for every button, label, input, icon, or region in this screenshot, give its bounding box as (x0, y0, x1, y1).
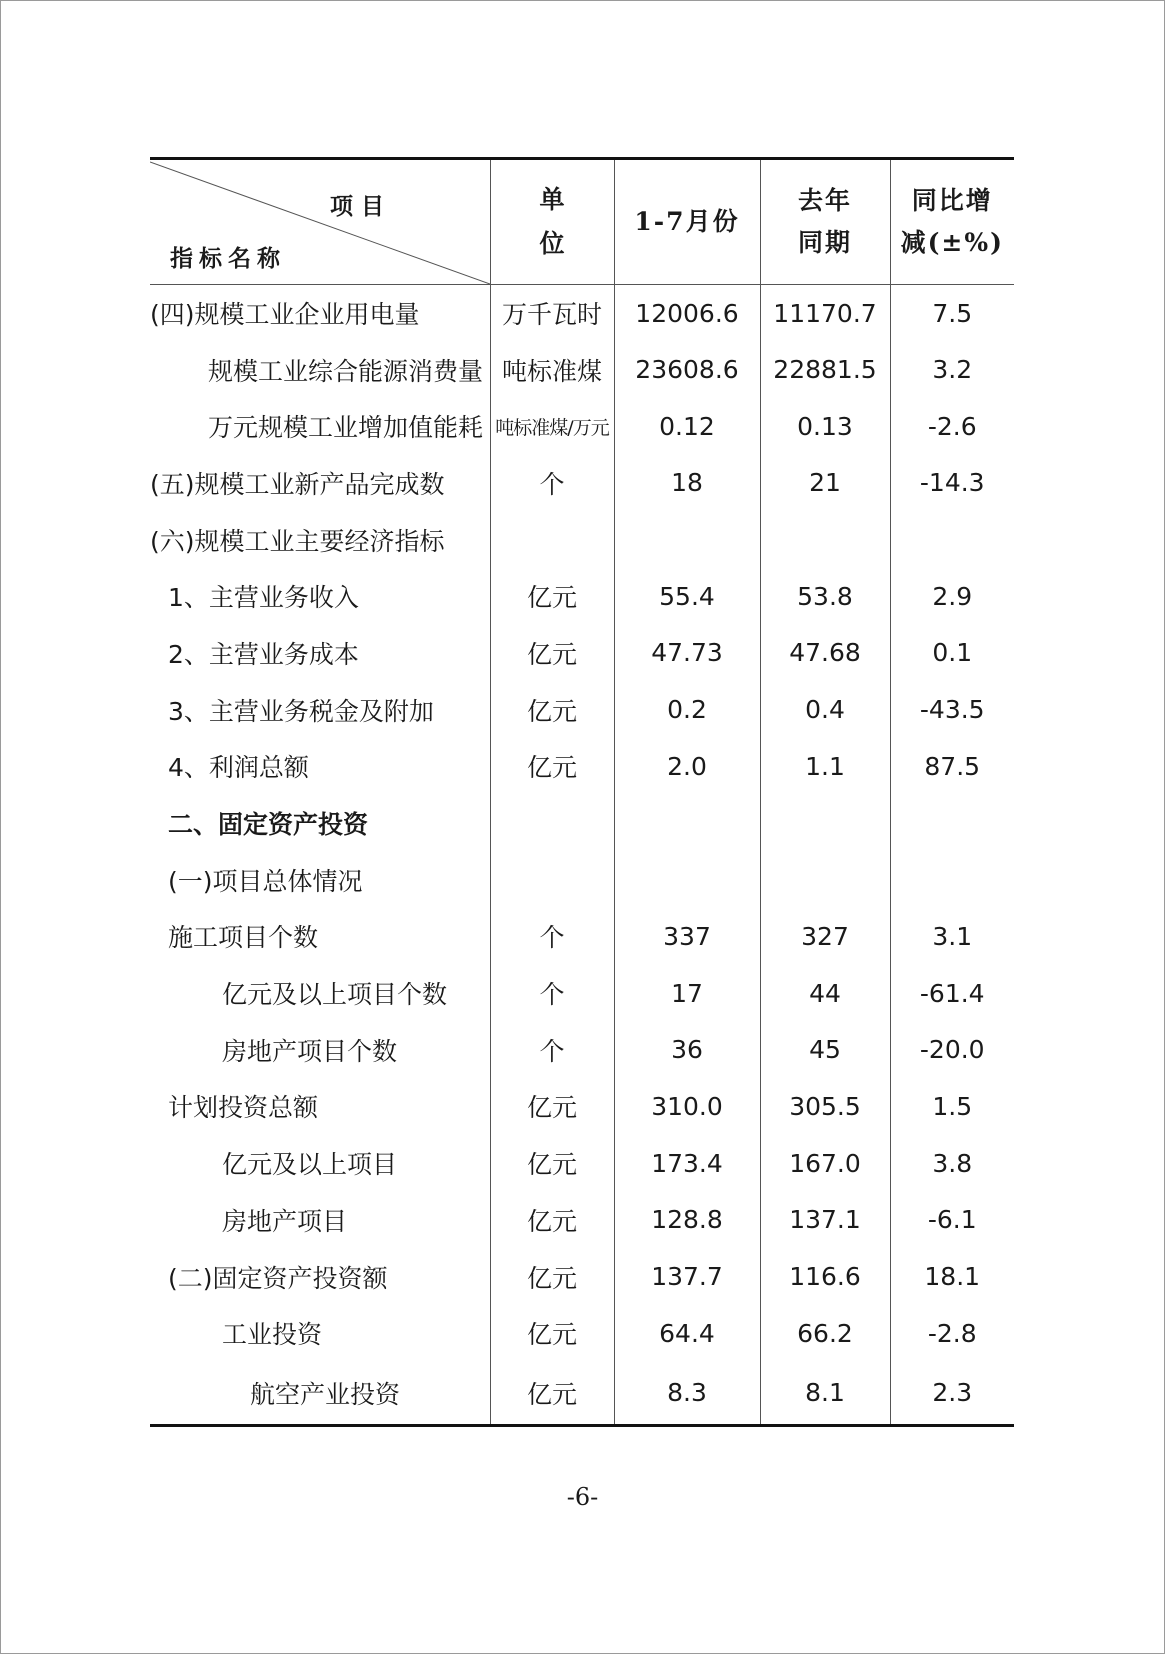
row-current: 137.7 (614, 1248, 760, 1305)
table-row (150, 1305, 1014, 1362)
row-current (614, 795, 760, 852)
table-row (150, 1135, 1014, 1192)
row-current: 310.0 (614, 1078, 760, 1135)
row-current: 36 (614, 1021, 760, 1078)
row-change: -61.4 (890, 965, 1014, 1022)
row-change: -43.5 (890, 681, 1014, 738)
row-unit: 万千瓦时 (490, 285, 614, 342)
header-unit (490, 159, 614, 285)
table-row (150, 625, 1014, 682)
row-name: 亿元及以上项目 (222, 1150, 398, 1180)
table-row (150, 795, 1014, 852)
row-current (614, 851, 760, 908)
row-last-year: 47.68 (760, 625, 890, 682)
header-change-line1: 同比增 (911, 186, 993, 215)
row-change: 2.3 (890, 1362, 1014, 1426)
row-change: -20.0 (890, 1021, 1014, 1078)
row-last-year (760, 511, 890, 568)
row-current: 47.73 (614, 625, 760, 682)
row-unit: 亿元 (490, 1305, 614, 1362)
row-unit: 亿元 (490, 568, 614, 625)
row-change (890, 795, 1014, 852)
header-change (890, 159, 1014, 285)
table-row (150, 908, 1014, 965)
table-row (150, 1248, 1014, 1305)
row-last-year: 167.0 (760, 1135, 890, 1192)
row-name: (一)项目总体情况 (168, 866, 363, 896)
row-last-year: 45 (760, 1021, 890, 1078)
row-last-year: 327 (760, 908, 890, 965)
row-change: -2.8 (890, 1305, 1014, 1362)
row-current: 64.4 (614, 1305, 760, 1362)
header-last-year-line2: 同期 (797, 228, 852, 257)
row-name: 2、主营业务成本 (168, 639, 359, 669)
row-name: (二)固定资产投资额 (168, 1263, 388, 1293)
row-current: 337 (614, 908, 760, 965)
row-unit: 个 (490, 455, 614, 512)
row-change: 3.2 (890, 341, 1014, 398)
header-last-year (760, 159, 890, 285)
row-name: 计划投资总额 (168, 1093, 319, 1123)
row-unit: 亿元 (490, 738, 614, 795)
table-row (150, 1362, 1014, 1426)
row-unit (490, 511, 614, 568)
row-current: 173.4 (614, 1135, 760, 1192)
row-current: 17 (614, 965, 760, 1022)
row-last-year: 53.8 (760, 568, 890, 625)
row-last-year: 44 (760, 965, 890, 1022)
row-unit: 吨标准煤 (490, 341, 614, 398)
row-current: 128.8 (614, 1192, 760, 1249)
header-change-line2: 减(±%) (900, 228, 1004, 257)
table-row (150, 1078, 1014, 1135)
row-current (614, 511, 760, 568)
section-title: 二、固定资产投资 (168, 810, 369, 840)
row-unit: 亿元 (490, 1192, 614, 1249)
row-current: 8.3 (614, 1362, 760, 1426)
table-row (150, 681, 1014, 738)
table-row (150, 851, 1014, 908)
row-current: 18 (614, 455, 760, 512)
row-name: 房地产项目个数 (222, 1036, 398, 1066)
row-change: 87.5 (890, 738, 1014, 795)
page-number: -6- (566, 1483, 599, 1511)
row-last-year: 0.13 (760, 398, 890, 455)
row-unit (490, 795, 614, 852)
row-change: 18.1 (890, 1248, 1014, 1305)
header-item-label: 项目 (330, 193, 392, 220)
table-row (150, 738, 1014, 795)
corner-header-cell (150, 159, 490, 285)
row-last-year: 21 (760, 455, 890, 512)
row-current: 2.0 (614, 738, 760, 795)
table-row (150, 455, 1014, 512)
row-name: 1、主营业务收入 (168, 583, 359, 613)
table-row (150, 511, 1014, 568)
row-name: 航空产业投资 (150, 1362, 490, 1426)
row-last-year: 11170.7 (760, 285, 890, 342)
header-period (614, 159, 760, 285)
row-unit: 个 (490, 1021, 614, 1078)
table-row (150, 1021, 1014, 1078)
row-change: -6.1 (890, 1192, 1014, 1249)
row-last-year: 0.4 (760, 681, 890, 738)
row-change: 0.1 (890, 625, 1014, 682)
row-unit: 亿元 (490, 625, 614, 682)
row-name: 亿元及以上项目个数 (222, 980, 448, 1010)
row-name: 工业投资 (222, 1320, 323, 1350)
header-last-year-line1: 去年 (797, 186, 852, 215)
table-row (150, 285, 1014, 342)
row-unit (490, 851, 614, 908)
table-row (150, 398, 1014, 455)
row-unit: 亿元 (490, 681, 614, 738)
row-current: 12006.6 (614, 285, 760, 342)
header-indicator-label: 指标名称 (170, 245, 286, 272)
row-unit: 亿元 (490, 1135, 614, 1192)
row-current: 0.12 (614, 398, 760, 455)
row-name: 3、主营业务税金及附加 (168, 696, 434, 726)
table-row (150, 341, 1014, 398)
row-last-year (760, 851, 890, 908)
row-unit: 个 (490, 965, 614, 1022)
row-unit: 吨标准煤/万元 (490, 398, 614, 455)
row-last-year: 66.2 (760, 1305, 890, 1362)
row-last-year: 22881.5 (760, 341, 890, 398)
row-last-year: 8.1 (760, 1362, 890, 1426)
header-unit-line1: 单 (539, 185, 565, 214)
row-name: 房地产项目 (222, 1206, 348, 1236)
header-unit-line2: 位 (539, 229, 565, 258)
row-current: 23608.6 (614, 341, 760, 398)
row-change: 7.5 (890, 285, 1014, 342)
row-name: 施工项目个数 (168, 923, 319, 953)
table-row (150, 568, 1014, 625)
row-name: (五)规模工业新产品完成数 (150, 469, 445, 499)
row-last-year: 305.5 (760, 1078, 890, 1135)
row-change: 3.8 (890, 1135, 1014, 1192)
statistics-table (150, 157, 1014, 1427)
row-unit: 亿元 (490, 1362, 614, 1426)
row-unit: 亿元 (490, 1078, 614, 1135)
row-current: 55.4 (614, 568, 760, 625)
table-row (150, 1192, 1014, 1249)
row-name: (六)规模工业主要经济指标 (150, 526, 445, 556)
row-name: 规模工业综合能源消费量 (208, 356, 484, 386)
table-header-row (150, 159, 1014, 285)
row-last-year (760, 795, 890, 852)
row-last-year: 116.6 (760, 1248, 890, 1305)
row-change: -2.6 (890, 398, 1014, 455)
row-change: 3.1 (890, 908, 1014, 965)
row-change: -14.3 (890, 455, 1014, 512)
row-last-year: 1.1 (760, 738, 890, 795)
header-period-label: 1-7月份 (634, 207, 740, 236)
row-change: 1.5 (890, 1078, 1014, 1135)
row-change: 2.9 (890, 568, 1014, 625)
row-unit: 个 (490, 908, 614, 965)
row-change (890, 851, 1014, 908)
row-change (890, 511, 1014, 568)
row-current: 0.2 (614, 681, 760, 738)
row-unit: 亿元 (490, 1248, 614, 1305)
table-row (150, 965, 1014, 1022)
row-name: (四)规模工业企业用电量 (150, 300, 420, 330)
row-name: 4、利润总额 (168, 753, 309, 783)
row-last-year: 137.1 (760, 1192, 890, 1249)
row-name: 万元规模工业增加值能耗 (208, 413, 484, 443)
